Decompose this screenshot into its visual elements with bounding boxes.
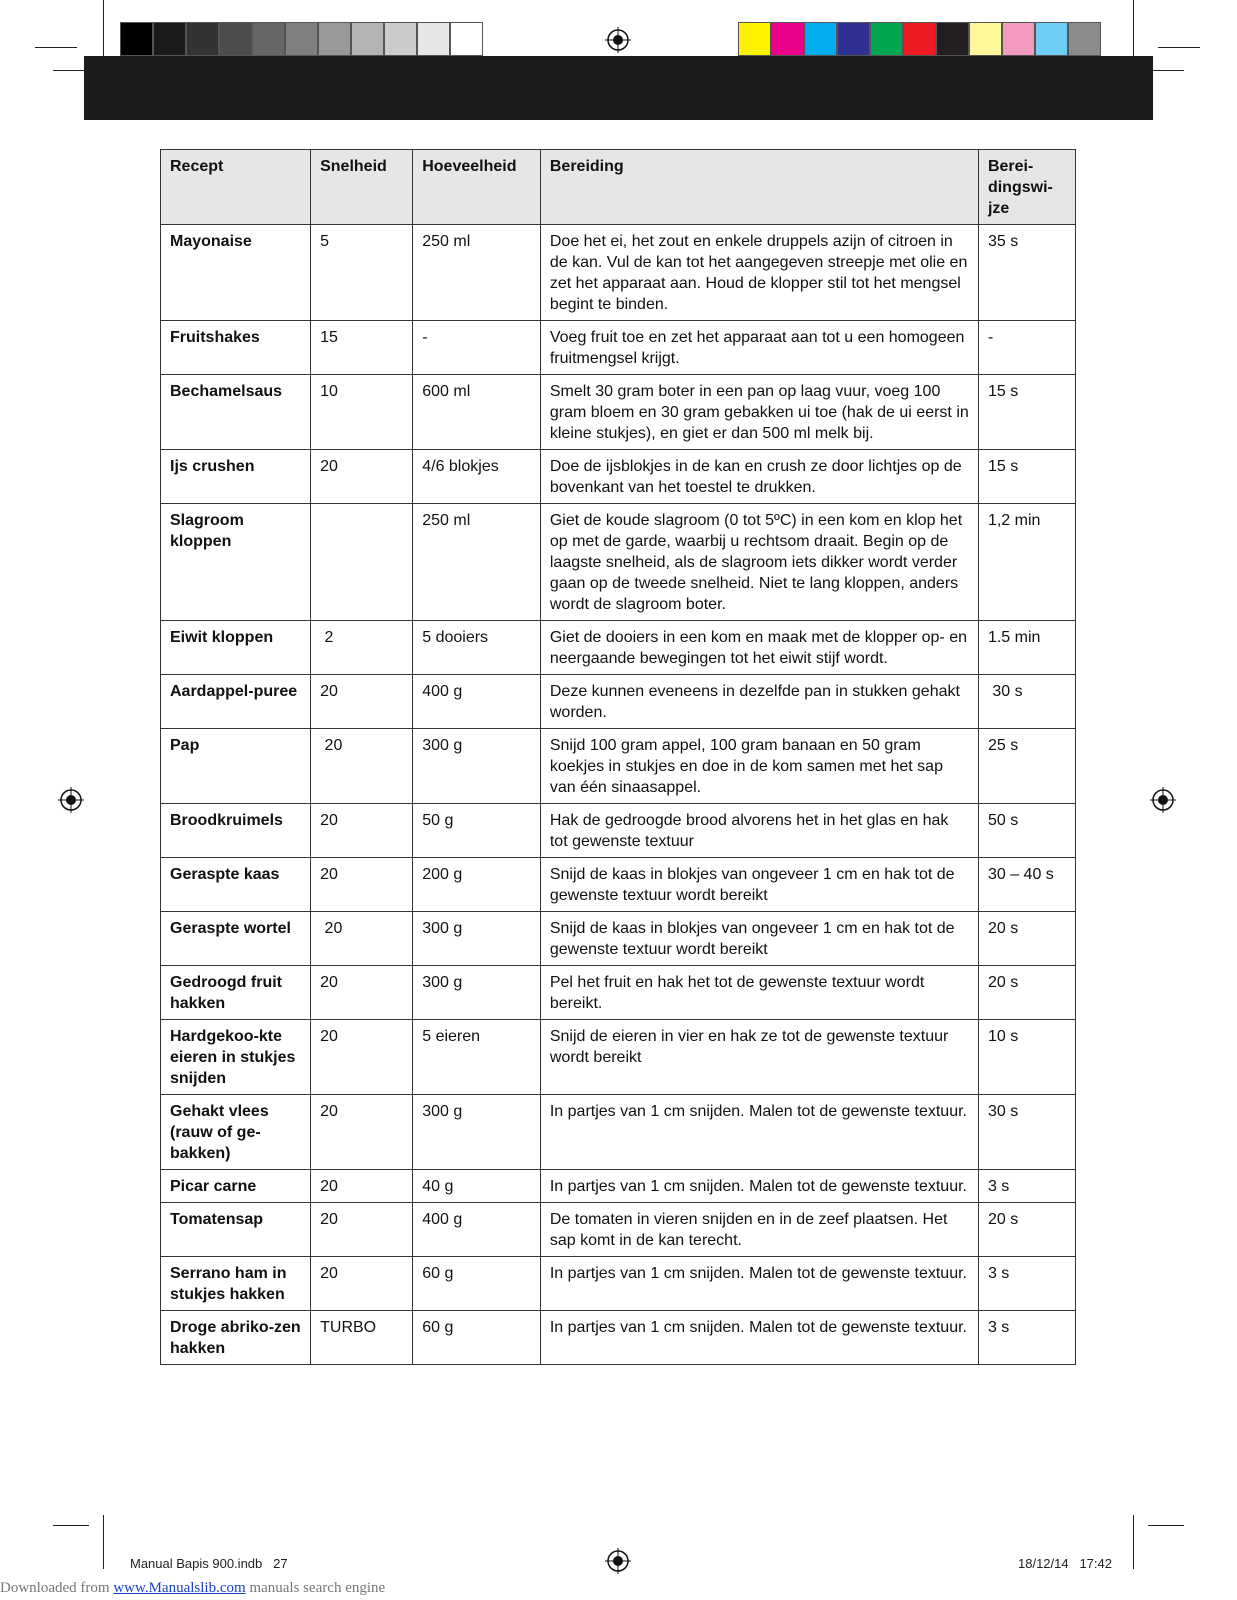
- preparation-cell: Deze kunnen eveneens in dezelfde pan in stukken gehakt worden.: [540, 675, 978, 729]
- recipe-name: Tomatensap: [161, 1203, 311, 1257]
- recipe-name: Picar carne: [161, 1170, 311, 1203]
- preparation-cell: Snijd de kaas in blokjes van ongeveer 1 cm en hak tot de gewenste textuur wordt bereikt: [540, 858, 978, 912]
- color-swatch: [771, 22, 804, 56]
- table-row: [161, 450, 1076, 504]
- table-row: [161, 504, 1076, 621]
- gray-swatch: [153, 22, 186, 56]
- speed-cell: 20: [311, 1020, 413, 1095]
- color-swatch: [1068, 22, 1101, 56]
- header-snelheid: Snelheid: [311, 150, 413, 225]
- quantity-cell: 60 g: [413, 1311, 541, 1365]
- speed-cell: 20: [311, 804, 413, 858]
- table-body: [161, 225, 1076, 1365]
- quantity-cell: 250 ml: [413, 225, 541, 321]
- table-row: [161, 1203, 1076, 1257]
- preparation-cell: Giet de koude slagroom (0 tot 5ºC) in een kom en klop het op met de garde, waarbij u rechtsom draait. Begin op de laagste snelheid, als de slagroom iets dikker wordt verder gaan op de tweede snelheid. Niet te lang kloppen, anders wordt de slagroom boter.: [540, 504, 978, 621]
- speed-cell: 20: [311, 1170, 413, 1203]
- registration-mark-icon: [1150, 787, 1176, 813]
- color-swatch: [969, 22, 1002, 56]
- speed-cell: 20: [311, 675, 413, 729]
- table-row: [161, 675, 1076, 729]
- table-row: [161, 1170, 1076, 1203]
- preparation-cell: Hak de gedroogde brood alvorens het in het glas en hak tot gewenste textuur: [540, 804, 978, 858]
- speed-cell: 5: [311, 225, 413, 321]
- gray-swatch: [120, 22, 153, 56]
- quantity-cell: -: [413, 321, 541, 375]
- table-row: [161, 321, 1076, 375]
- download-suffix: manuals search engine: [245, 1580, 386, 1596]
- recipe-name: Broodkruimels: [161, 804, 311, 858]
- time-cell: 3 s: [978, 1257, 1075, 1311]
- recipe-name: Fruitshakes: [161, 321, 311, 375]
- recipe-name: Gehakt vlees (rauw of ge-bakken): [161, 1095, 311, 1170]
- quantity-cell: 5 dooiers: [413, 621, 541, 675]
- time-cell: 3 s: [978, 1170, 1075, 1203]
- crop-mark: [1158, 47, 1200, 48]
- speed-cell: 20: [311, 1095, 413, 1170]
- quantity-cell: 60 g: [413, 1257, 541, 1311]
- quantity-cell: 400 g: [413, 1203, 541, 1257]
- gray-swatch: [186, 22, 219, 56]
- header-recept: Recept: [161, 150, 311, 225]
- speed-cell: 20: [311, 729, 413, 804]
- recipe-name: Geraspte kaas: [161, 858, 311, 912]
- color-swatch: [837, 22, 870, 56]
- speed-cell: TURBO: [311, 1311, 413, 1365]
- preparation-cell: Giet de dooiers in een kom en maak met de klopper op- en neergaande bewegingen tot het eiwit stijf wordt.: [540, 621, 978, 675]
- speed-cell: 10: [311, 375, 413, 450]
- crop-mark: [1148, 70, 1184, 71]
- quantity-cell: 5 eieren: [413, 1020, 541, 1095]
- table-row: [161, 966, 1076, 1020]
- color-swatch: [804, 22, 837, 56]
- quantity-cell: 250 ml: [413, 504, 541, 621]
- recipe-name: Hardgekoo-kte eieren in stukjes snijden: [161, 1020, 311, 1095]
- preparation-cell: Doe het ei, het zout en enkele druppels azijn of citroen in de kan. Vul de kan tot het aangegeven streepje met olie en zet het apparaat aan. Houd de klopper stil tot het mengsel begint te binden.: [540, 225, 978, 321]
- time-cell: 30 – 40 s: [978, 858, 1075, 912]
- gray-swatch: [450, 22, 483, 56]
- color-swatch-bar: [738, 22, 1101, 56]
- speed-cell: 2: [311, 621, 413, 675]
- crop-mark: [103, 1515, 104, 1569]
- download-credit: [0, 1580, 385, 1597]
- recipe-name: Aardappel-puree: [161, 675, 311, 729]
- gray-swatch: [219, 22, 252, 56]
- preparation-cell: In partjes van 1 cm snijden. Malen tot de gewenste textuur.: [540, 1095, 978, 1170]
- time-cell: 1.5 min: [978, 621, 1075, 675]
- quantity-cell: 600 ml: [413, 375, 541, 450]
- quantity-cell: 200 g: [413, 858, 541, 912]
- recipe-name: Pap: [161, 729, 311, 804]
- gray-swatch: [384, 22, 417, 56]
- preparation-cell: In partjes van 1 cm snijden. Malen tot de gewenste textuur.: [540, 1311, 978, 1365]
- color-swatch: [870, 22, 903, 56]
- time-cell: 15 s: [978, 450, 1075, 504]
- recipe-name: Serrano ham in stukjes hakken: [161, 1257, 311, 1311]
- preparation-cell: Snijd de kaas in blokjes van ongeveer 1 cm en hak tot de gewenste textuur wordt bereikt: [540, 912, 978, 966]
- speed-cell: 20: [311, 912, 413, 966]
- recipe-name: Bechamelsaus: [161, 375, 311, 450]
- quantity-cell: 40 g: [413, 1170, 541, 1203]
- file-info: Manual Bapis 900.indb 27: [130, 1556, 288, 1571]
- time-cell: 30 s: [978, 1095, 1075, 1170]
- quantity-cell: 300 g: [413, 729, 541, 804]
- time-cell: 20 s: [978, 912, 1075, 966]
- registration-mark-icon: [58, 787, 84, 813]
- recipe-table: [160, 149, 1076, 1365]
- gray-swatch: [252, 22, 285, 56]
- preparation-cell: In partjes van 1 cm snijden. Malen tot de gewenste textuur.: [540, 1170, 978, 1203]
- manualslib-link[interactable]: www.Manualslib.com: [113, 1580, 246, 1596]
- preparation-cell: Voeg fruit toe en zet het apparaat aan tot u een homogeen fruitmengsel krijgt.: [540, 321, 978, 375]
- color-swatch: [738, 22, 771, 56]
- header-bereidingswijze: Berei-dingswi-jze: [978, 150, 1075, 225]
- recipe-name: Gedroogd fruit hakken: [161, 966, 311, 1020]
- time-cell: -: [978, 321, 1075, 375]
- header-band: [84, 56, 1153, 120]
- header-hoeveelheid: Hoeveelheid: [413, 150, 541, 225]
- speed-cell: 20: [311, 1203, 413, 1257]
- recipe-name: Ijs crushen: [161, 450, 311, 504]
- crop-mark: [1133, 0, 1134, 56]
- time-cell: 20 s: [978, 966, 1075, 1020]
- color-swatch: [936, 22, 969, 56]
- preparation-cell: Smelt 30 gram boter in een pan op laag vuur, voeg 100 gram bloem en 30 gram gebakken ui toe (hak de ui eerst in kleine stukjes), en giet er dan 500 ml melk bij.: [540, 375, 978, 450]
- speed-cell: 15: [311, 321, 413, 375]
- recipe-name: Eiwit kloppen: [161, 621, 311, 675]
- table-row: [161, 1095, 1076, 1170]
- speed-cell: [311, 504, 413, 621]
- preparation-cell: Snijd de eieren in vier en hak ze tot de gewenste textuur wordt bereikt: [540, 1020, 978, 1095]
- crop-mark: [35, 47, 77, 48]
- quantity-cell: 300 g: [413, 912, 541, 966]
- preparation-cell: Snijd 100 gram appel, 100 gram banaan en 50 gram koekjes in stukjes en doe in de kom samen met het sap van één sinaasappel.: [540, 729, 978, 804]
- speed-cell: 20: [311, 450, 413, 504]
- time-cell: 1,2 min: [978, 504, 1075, 621]
- table-row: [161, 375, 1076, 450]
- time-cell: 3 s: [978, 1311, 1075, 1365]
- time-cell: 30 s: [978, 675, 1075, 729]
- crop-mark: [103, 0, 104, 56]
- speed-cell: 20: [311, 858, 413, 912]
- crop-mark: [53, 1525, 89, 1526]
- preparation-cell: De tomaten in vieren snijden en in de zeef plaatsen. Het sap komt in de kan terecht.: [540, 1203, 978, 1257]
- print-date-time: 18/12/14 17:42: [1018, 1556, 1112, 1571]
- color-swatch: [903, 22, 936, 56]
- table-row: [161, 225, 1076, 321]
- time-cell: 50 s: [978, 804, 1075, 858]
- registration-mark-icon: [605, 27, 631, 53]
- time-cell: 10 s: [978, 1020, 1075, 1095]
- quantity-cell: 300 g: [413, 1095, 541, 1170]
- preparation-cell: Pel het fruit en hak het tot de gewenste textuur wordt bereikt.: [540, 966, 978, 1020]
- color-swatch: [1002, 22, 1035, 56]
- quantity-cell: 50 g: [413, 804, 541, 858]
- gray-swatch: [351, 22, 384, 56]
- speed-cell: 20: [311, 1257, 413, 1311]
- recipe-name: Slagroom kloppen: [161, 504, 311, 621]
- table-row: [161, 912, 1076, 966]
- preparation-cell: Doe de ijsblokjes in de kan en crush ze door lichtjes op de bovenkant van het toestel te drukken.: [540, 450, 978, 504]
- table-row: [161, 1311, 1076, 1365]
- color-swatch: [1035, 22, 1068, 56]
- table-row: [161, 858, 1076, 912]
- registration-mark-icon: [605, 1548, 631, 1574]
- quantity-cell: 4/6 blokjes: [413, 450, 541, 504]
- crop-mark: [1148, 1525, 1184, 1526]
- gray-swatch: [318, 22, 351, 56]
- table-header-row: [161, 150, 1076, 225]
- table-row: [161, 1257, 1076, 1311]
- header-bereiding: Bereiding: [540, 150, 978, 225]
- crop-mark: [1133, 1515, 1134, 1569]
- recipe-name: Mayonaise: [161, 225, 311, 321]
- gray-swatch: [417, 22, 450, 56]
- recipe-name: Geraspte wortel: [161, 912, 311, 966]
- table-row: [161, 729, 1076, 804]
- table-row: [161, 621, 1076, 675]
- time-cell: 35 s: [978, 225, 1075, 321]
- recipe-name: Droge abriko-zen hakken: [161, 1311, 311, 1365]
- download-prefix: Downloaded from: [0, 1580, 114, 1596]
- preparation-cell: In partjes van 1 cm snijden. Malen tot de gewenste textuur.: [540, 1257, 978, 1311]
- time-cell: 20 s: [978, 1203, 1075, 1257]
- quantity-cell: 400 g: [413, 675, 541, 729]
- quantity-cell: 300 g: [413, 966, 541, 1020]
- time-cell: 25 s: [978, 729, 1075, 804]
- time-cell: 15 s: [978, 375, 1075, 450]
- gray-swatch-bar: [120, 22, 483, 56]
- table-row: [161, 1020, 1076, 1095]
- gray-swatch: [285, 22, 318, 56]
- table-row: [161, 804, 1076, 858]
- speed-cell: 20: [311, 966, 413, 1020]
